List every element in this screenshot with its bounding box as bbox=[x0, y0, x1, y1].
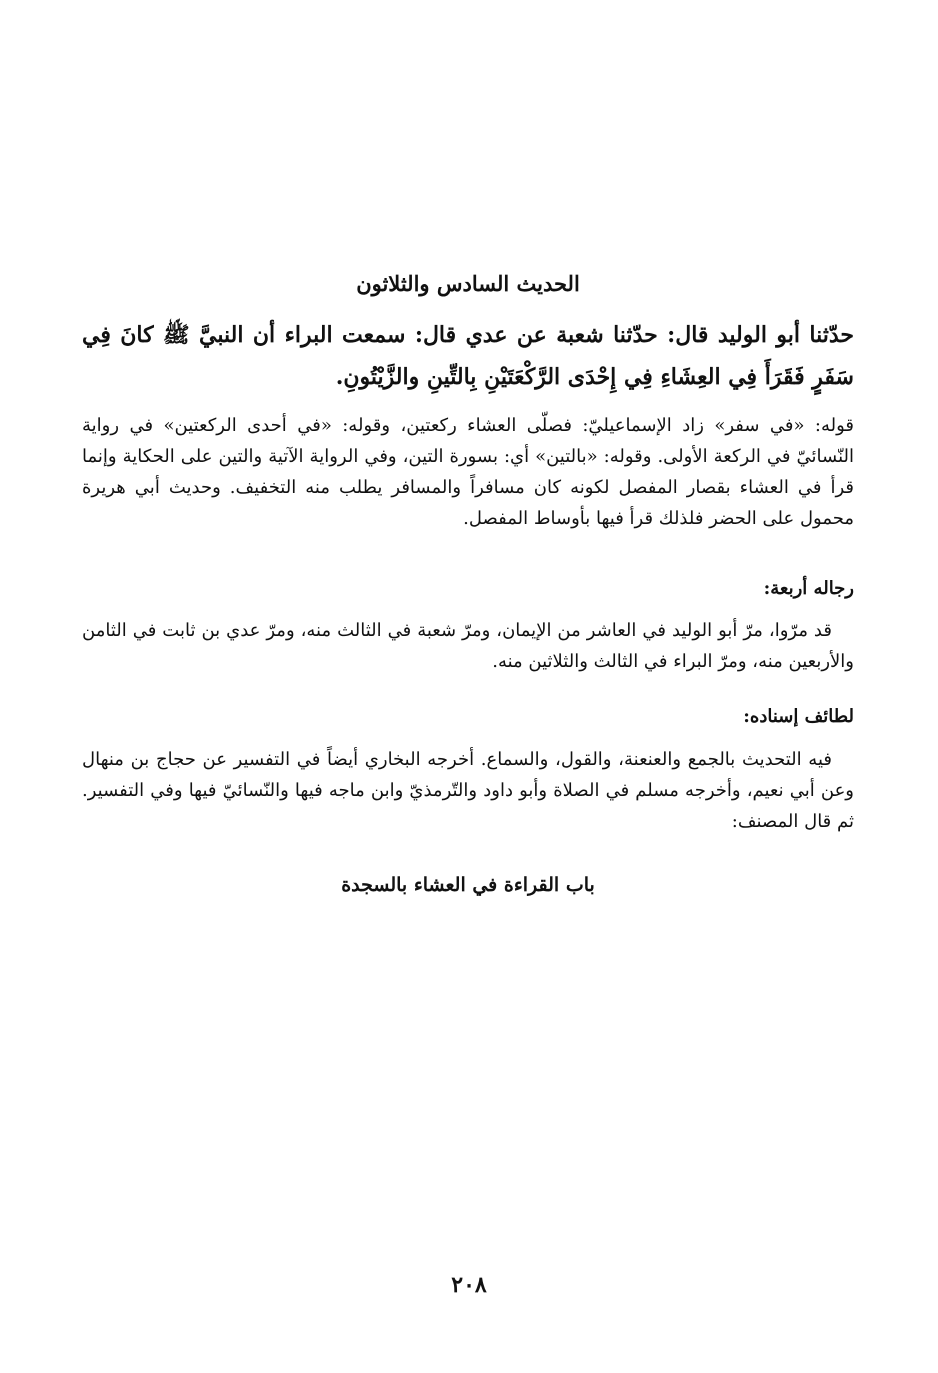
rijal-paragraph: قد مرّوا، مرّ أبو الوليد في العاشر من الإيمان، ومرّ شعبة في الثالث منه، ومرّ عدي بن ثابت في الثامن والأربعين منه، ومرّ البراء في الثالث والثلاثين منه. bbox=[82, 620, 854, 672]
lataif-heading: لطائف إسناده: bbox=[743, 706, 854, 727]
lataif-paragraph: فيه التحديث بالجمع والعنعنة، والقول، والسماع. أخرجه البخاري أيضاً في التفسير عن حجاج بن منهال وعن أبي نعيم، وأخرجه مسلم في الصلاة وأبو داود والتّرمذيّ وابن ماجه فيها والنّسائيّ فيها وفي التفسير. ثم قال المصنف: bbox=[82, 749, 854, 832]
page-number: ٢٠٨ bbox=[451, 1272, 487, 1298]
chapter-title: باب القراءة في العشاء بالسجدة bbox=[341, 874, 595, 896]
hadith-heading: الحديث السادس والثلاثون bbox=[356, 271, 580, 296]
rijal-heading: رجاله أربعة: bbox=[763, 578, 854, 599]
hadith-text: حدّثنا أبو الوليد قال: حدّثنا شعبة عن عدي قال: سمعت البراء أن النبيَّ ﷺ كانَ فِي سَفَرٍ فَقَرَأَ فِي العِشَاءِ فِي إِحْدَى الرَّكْعَتَيْنِ بِالتِّينِ والزَّيْتُونِ. bbox=[82, 322, 854, 390]
commentary-paragraph: قوله: «في سفر» زاد الإسماعيليّ: فصلّى العشاء ركعتين، وقوله: «في أحدى الركعتين» في رواية النّسائيّ في الركعة الأولى. وقوله: «بالتين» أي: بسورة التين، وفي الرواية الآتية والتين على الحكاية وإنما قرأ في العشاء بقصار المفصل لكونه كان مسافراً والمسافر يطلب منه التخفيف. وحديث أبي هريرة محمول على الحضر فلذلك قرأ فيها بأوساط المفصل. bbox=[82, 415, 854, 529]
